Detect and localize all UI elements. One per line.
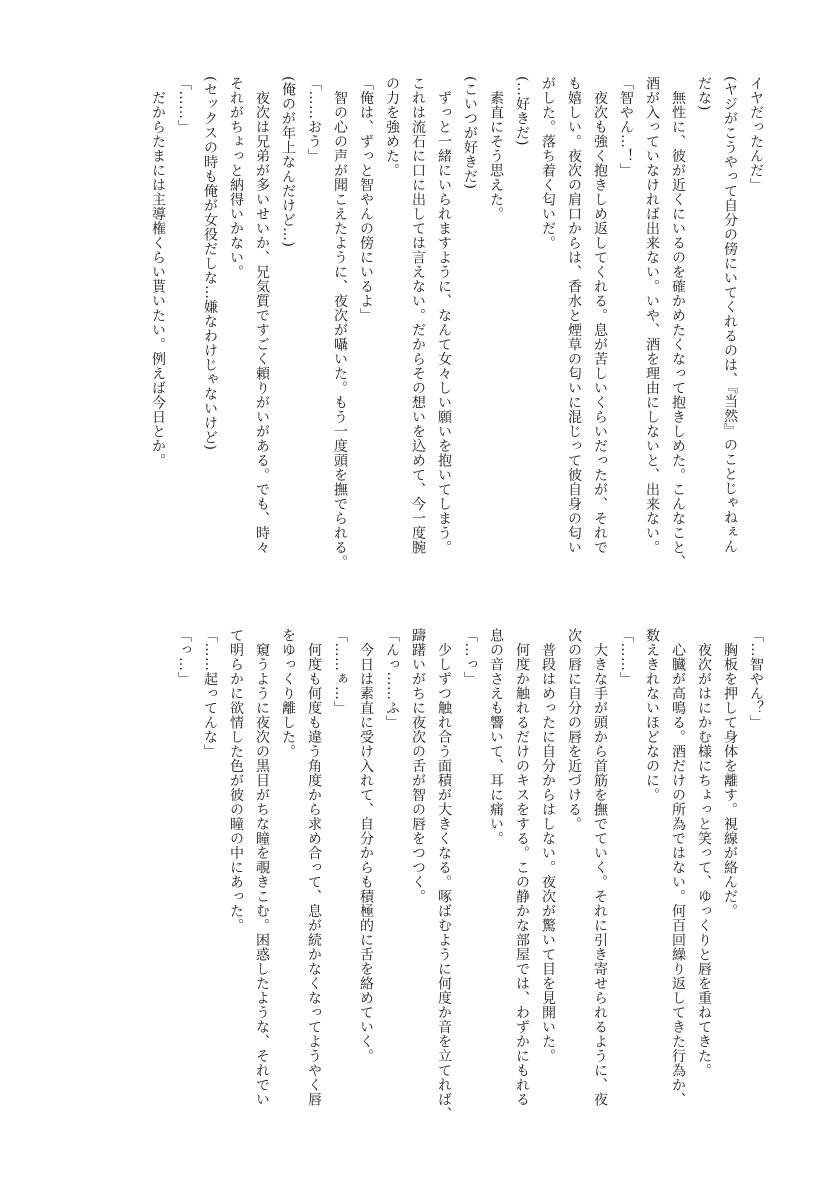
lower-text-line: 心臓が高鳴る。酒だけの所為ではない。何百回繰り返してきた行為か、 bbox=[670, 628, 686, 1107]
upper-text-line: (こいつが好きだ) bbox=[462, 76, 478, 190]
lower-text-block bbox=[171, 628, 769, 1168]
lower-text-line: 次の唇に自分の唇を近づける。 bbox=[566, 628, 582, 831]
upper-text-line: 「……」 bbox=[176, 76, 192, 134]
upper-text-line: 「智やん…！」 bbox=[618, 76, 634, 178]
lower-text-line: 「……」 bbox=[618, 628, 634, 686]
lower-text-line: 「っ…」 bbox=[176, 628, 192, 686]
lower-text-line: 息の音さえも響いて、耳に痛い。 bbox=[488, 628, 504, 846]
lower-text-line: 「んっ……ふ」 bbox=[384, 628, 400, 730]
lower-text-line: 数えきれないほどなのに。 bbox=[644, 628, 660, 802]
lower-text-line: 「…智やん？」 bbox=[748, 628, 764, 730]
upper-text-line: 素直にそう思えた。 bbox=[488, 76, 504, 221]
lower-text-line: 今日は素直に受け入れて、自分からも積極的に舌を絡めていく。 bbox=[358, 628, 374, 1063]
upper-text-line: がした。落ち着く匂いだ。 bbox=[540, 76, 556, 250]
upper-text-line: 夜次は兄弟が多いせいか、兄気質ですごく頼りがいがある。でも、時々 bbox=[254, 76, 270, 555]
upper-text-line: 酒が入っていなければ出来ない。いや、酒を理由にしないと、出来ない。 bbox=[644, 76, 660, 555]
upper-text-line: (俺のが年上なんだけど…) bbox=[280, 76, 296, 248]
upper-text-line: ずっと一緒にいられますように、なんて女々しい願いを抱いてしまう。 bbox=[436, 76, 452, 555]
lower-text-line: 何度も何度も違う角度から求め合って、息が続かなくなってようやく唇 bbox=[306, 628, 322, 1107]
upper-text-line: も嬉しい。夜次の肩口からは、香水と煙草の匂いに混じって彼自身の匂い bbox=[566, 76, 582, 555]
lower-text-line: 少しずつ触れ合う面積が大きくなる。啄ばむように何度か音を立てれば、 bbox=[436, 628, 452, 1121]
upper-text-line: だからたまには主導権くらい貰いたい。例えば今日とか。 bbox=[150, 76, 166, 468]
upper-text-line: の力を強めた。 bbox=[384, 76, 400, 178]
lower-text-line: 大きな手が頭から首筋を撫でていく。それに引き寄せられるように、夜 bbox=[592, 628, 608, 1107]
upper-text-block bbox=[145, 76, 769, 596]
upper-text-line: これは流石に口に出しては言えない。だからその想いを込めて、今一度腕 bbox=[410, 76, 426, 555]
upper-text-line: (…好きだ) bbox=[514, 76, 530, 146]
upper-text-line: 「俺は、ずっと智やんの傍にいるよ」 bbox=[358, 76, 374, 323]
lower-text-line: 何度か触れるだけのキスをする。この静かな部屋では、わずかにもれる bbox=[514, 628, 530, 1107]
lower-text-line: 「……起ってんな」 bbox=[202, 628, 218, 759]
lower-text-line: 普段はめったに自分からはしない。夜次が驚いて目を見開いた。 bbox=[540, 628, 556, 1063]
lower-text-line: 胸板を押して身体を離す。視線が絡んだ。 bbox=[722, 628, 738, 918]
upper-text-line: 夜次も強く抱きしめ返してくれる。息が苦しいくらいだったが、それで bbox=[592, 76, 608, 555]
upper-text-line: (セックスの時も俺が女役だしな…嫌なわけじゃないけど) bbox=[202, 76, 218, 451]
upper-text-line: だな) bbox=[696, 76, 712, 111]
upper-text-line: 無性に、彼が近くにいるのを確かめたくなって抱きしめた。こんなこと、 bbox=[670, 76, 686, 569]
upper-text-line: 智の心の声が聞こえたように、夜次が囁いた。もう一度頭を撫でられる。 bbox=[332, 76, 348, 569]
lower-text-line: 「…っ」 bbox=[462, 628, 478, 686]
lower-text-line: 「……ぁ…」 bbox=[332, 628, 348, 715]
lower-text-line: をゆっくり離した。 bbox=[280, 628, 296, 759]
upper-text-line: 「……おう」 bbox=[306, 76, 322, 163]
upper-text-line: イヤだったんだ」 bbox=[748, 76, 764, 192]
lower-text-line: 躊躇いがちに夜次の舌が智の唇をつつく。 bbox=[410, 628, 426, 904]
upper-text-line: (ヤジがこうやって自分の傍にいてくれるのは、『当然』のことじゃねぇん bbox=[722, 76, 738, 554]
lower-text-line: 窺うように夜次の黒目がちな瞳を覗きこむ。困惑したような、それでい bbox=[254, 628, 270, 1107]
lower-text-line: て明らかに欲情した色が彼の瞳の中にあった。 bbox=[228, 628, 244, 933]
upper-text-line: それがちょっと納得いかない。 bbox=[228, 76, 244, 279]
lower-text-line: 夜次がはにかむ様にちょっと笑って、ゆっくりと唇を重ねてきた。 bbox=[696, 628, 712, 1078]
